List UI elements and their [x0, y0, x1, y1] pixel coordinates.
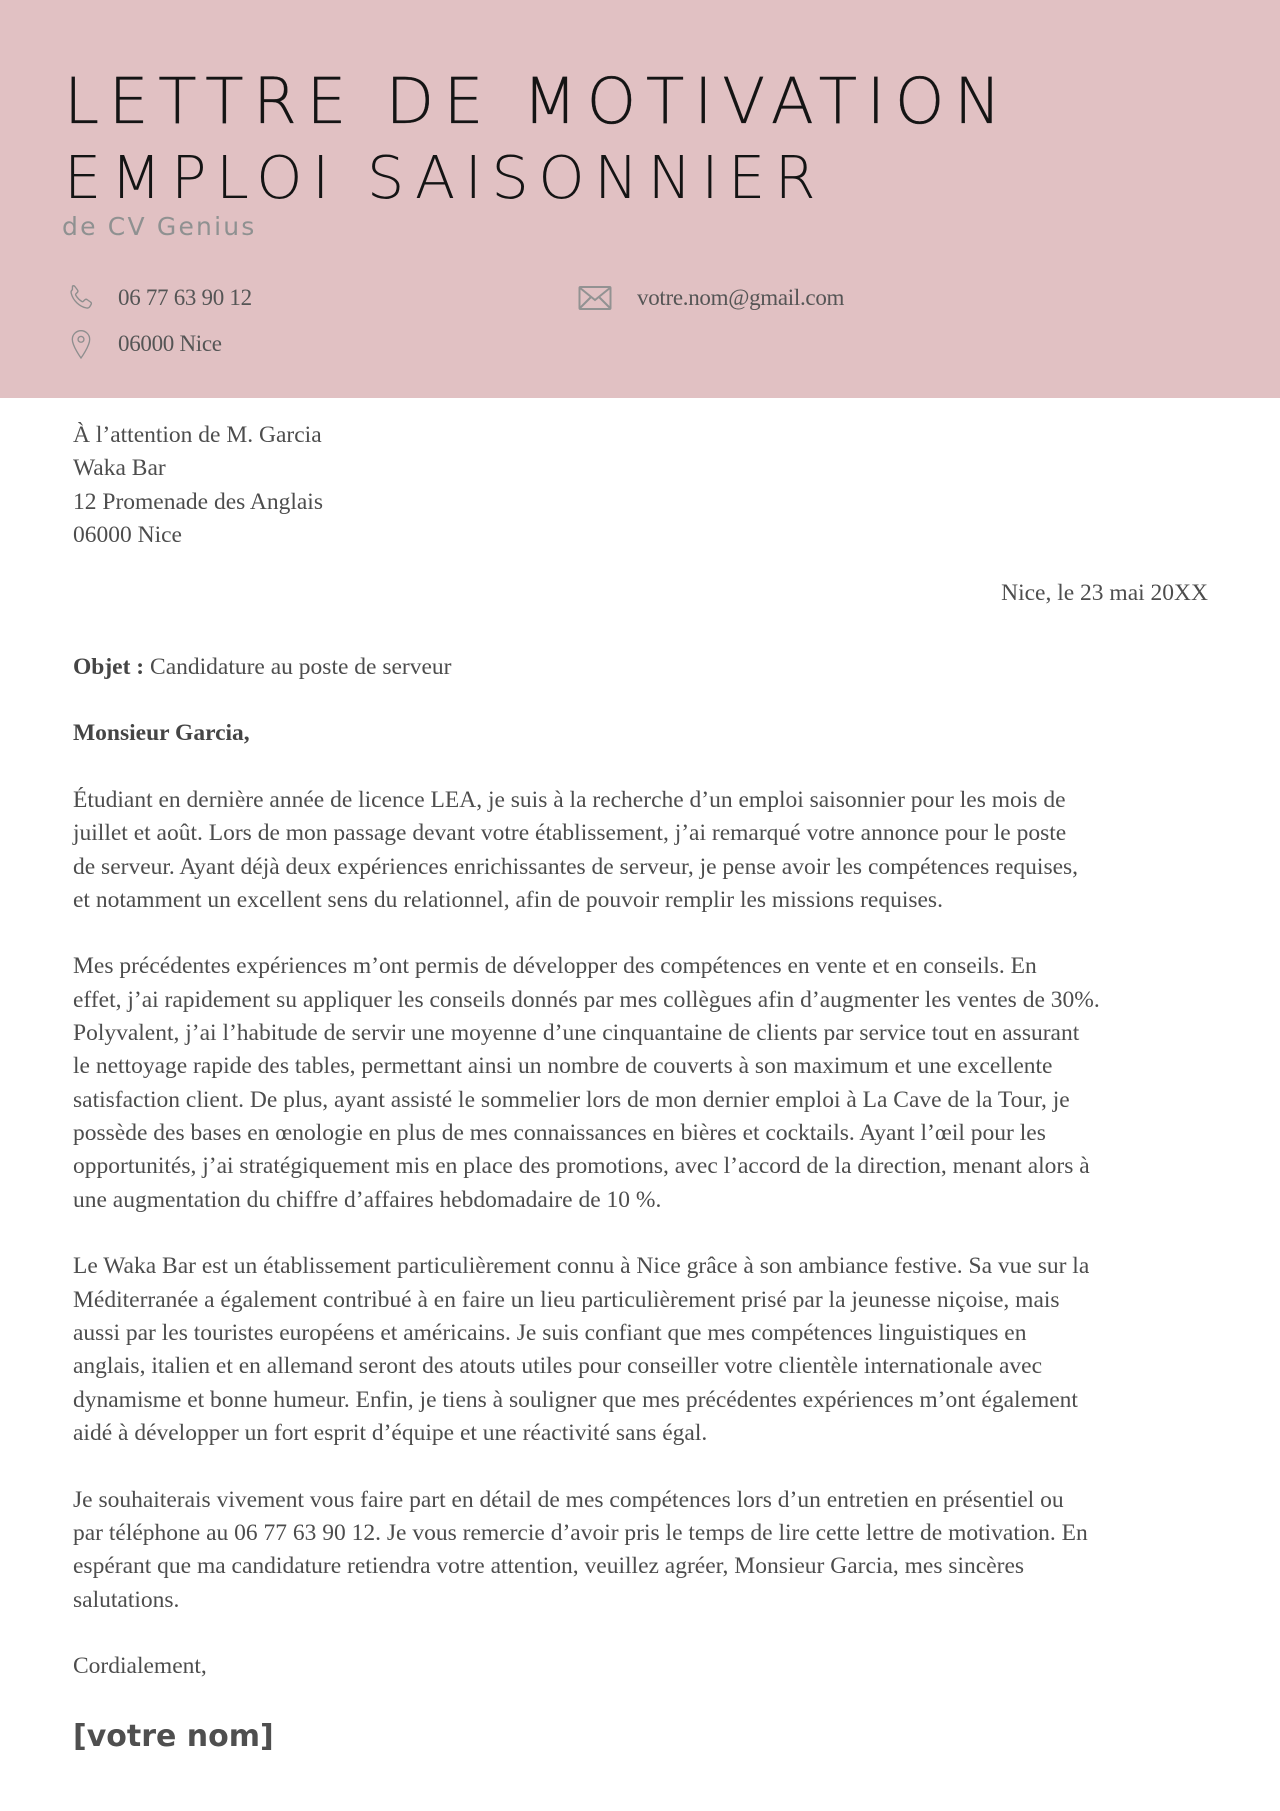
recipient-line: 06000 Nice [73, 522, 182, 548]
paragraph-line: Polyvalent, j’ai l’habitude de servir une moyenne d’une cinquantaine de clients par service tout en assurant [73, 1020, 1080, 1046]
paragraph-line: Méditerranée a également contribué à en faire un lieu particulièrement prisé par la jeunesse niçoise, mais [73, 1287, 1060, 1313]
closing: Cordialement, [73, 1653, 207, 1679]
paragraph-line: aidé à développer un fort esprit d’équipe et une réactivité sans égal. [73, 1420, 708, 1446]
paragraph-line: opportunités, j’ai stratégiquement mis en place des promotions, avec l’accord de la direction, menant alors à [73, 1153, 1090, 1179]
title-line-1: LETTRE DE MOTIVATION [64, 65, 1011, 138]
paragraph-line: Étudiant en dernière année de licence LEA, je suis à la recherche d’un emploi saisonnier pour les mois de [73, 787, 1066, 813]
contact-email [578, 282, 844, 314]
envelope-icon [578, 282, 612, 314]
paragraph-line: de serveur. Ayant déjà deux expériences enrichissantes de serveur, je pense avoir les compétences requises, [73, 854, 1079, 880]
paragraph-line: une augmentation du chiffre d’affaires hebdomadaire de 10 %. [73, 1187, 662, 1213]
paragraph-line: espérant que ma candidature retiendra votre attention, veuillez agréer, Monsieur Garcia, mes sincères [73, 1553, 1025, 1579]
paragraph-line: et notamment un excellent sens du relationnel, afin de pouvoir remplir les missions requises. [73, 887, 943, 913]
location: 06000 Nice [118, 331, 222, 356]
subtitle: de CV Genius [62, 212, 257, 241]
subject-label: Objet : [73, 654, 145, 680]
contact-location [64, 328, 222, 360]
paragraph-line: aussi par les touristes européens et américains. Je suis confiant que mes compétences linguistiques en [73, 1320, 1027, 1346]
contact-phone [64, 282, 252, 314]
paragraph-line: satisfaction client. De plus, ayant assisté le sommelier lors de mon dernier emploi à La Cave de la Tour, je [73, 1087, 1070, 1113]
salutation: Monsieur Garcia, [73, 720, 250, 746]
map-pin-icon [64, 328, 98, 360]
paragraph-line: juillet et août. Lors de mon passage devant votre établissement, j’ai remarqué votre annonce pour le poste [73, 820, 1067, 846]
paragraph-line: anglais, italien et en allemand seront des atouts utiles pour conseiller votre clientèle internationale avec [73, 1353, 1043, 1379]
email-address[interactable]: votre.nom@gmail.com [637, 285, 845, 310]
paragraph-line: Le Waka Bar est un établissement particulièrement connu à Nice grâce à son ambiance festive. Sa vue sur la [73, 1253, 1090, 1279]
recipient-line: À l’attention de M. Garcia [73, 422, 322, 448]
phone-icon [64, 282, 98, 314]
letter-date: Nice, le 23 mai 20XX [1001, 580, 1208, 606]
paragraph-line: Je souhaiterais vivement vous faire part en détail de mes compétences lors d’un entretien en présentiel ou [73, 1487, 1064, 1513]
subject-line [73, 656, 452, 682]
paragraph-line: le nettoyage rapide des tables, permettant ainsi un nombre de couverts à son maximum et une excellente [73, 1053, 1053, 1079]
paragraph-line: dynamisme et bonne humeur. Enfin, je tiens à souligner que mes précédentes expériences m’ont également [73, 1387, 1078, 1413]
title-line-2: EMPLOI SAISONNIER [64, 143, 826, 212]
recipient-line: 12 Promenade des Anglais [73, 489, 323, 515]
recipient-line: Waka Bar [73, 455, 166, 481]
paragraph-line: effet, j’ai rapidement su appliquer les conseils donnés par mes collègues afin d’augmenter les ventes de 30%. [73, 987, 1100, 1013]
paragraph-line: Mes précédentes expériences m’ont permis de développer des compétences en vente et en conseils. En [73, 953, 1037, 979]
phone-number[interactable]: 06 77 63 90 12 [118, 285, 252, 310]
paragraph-line: par téléphone au 06 77 63 90 12. Je vous remercie d’avoir pris le temps de lire cette lettre de motivation. En [73, 1520, 1088, 1546]
header-banner [0, 0, 1280, 398]
paragraph-line: salutations. [73, 1587, 180, 1613]
paragraph-line: possède des bases en œnologie en plus de mes connaissances en bières et cocktails. Ayant l’œil pour les [73, 1120, 1046, 1146]
signature-name: [votre nom] [73, 1719, 274, 1754]
subject-value: Candidature au poste de serveur [144, 654, 452, 680]
